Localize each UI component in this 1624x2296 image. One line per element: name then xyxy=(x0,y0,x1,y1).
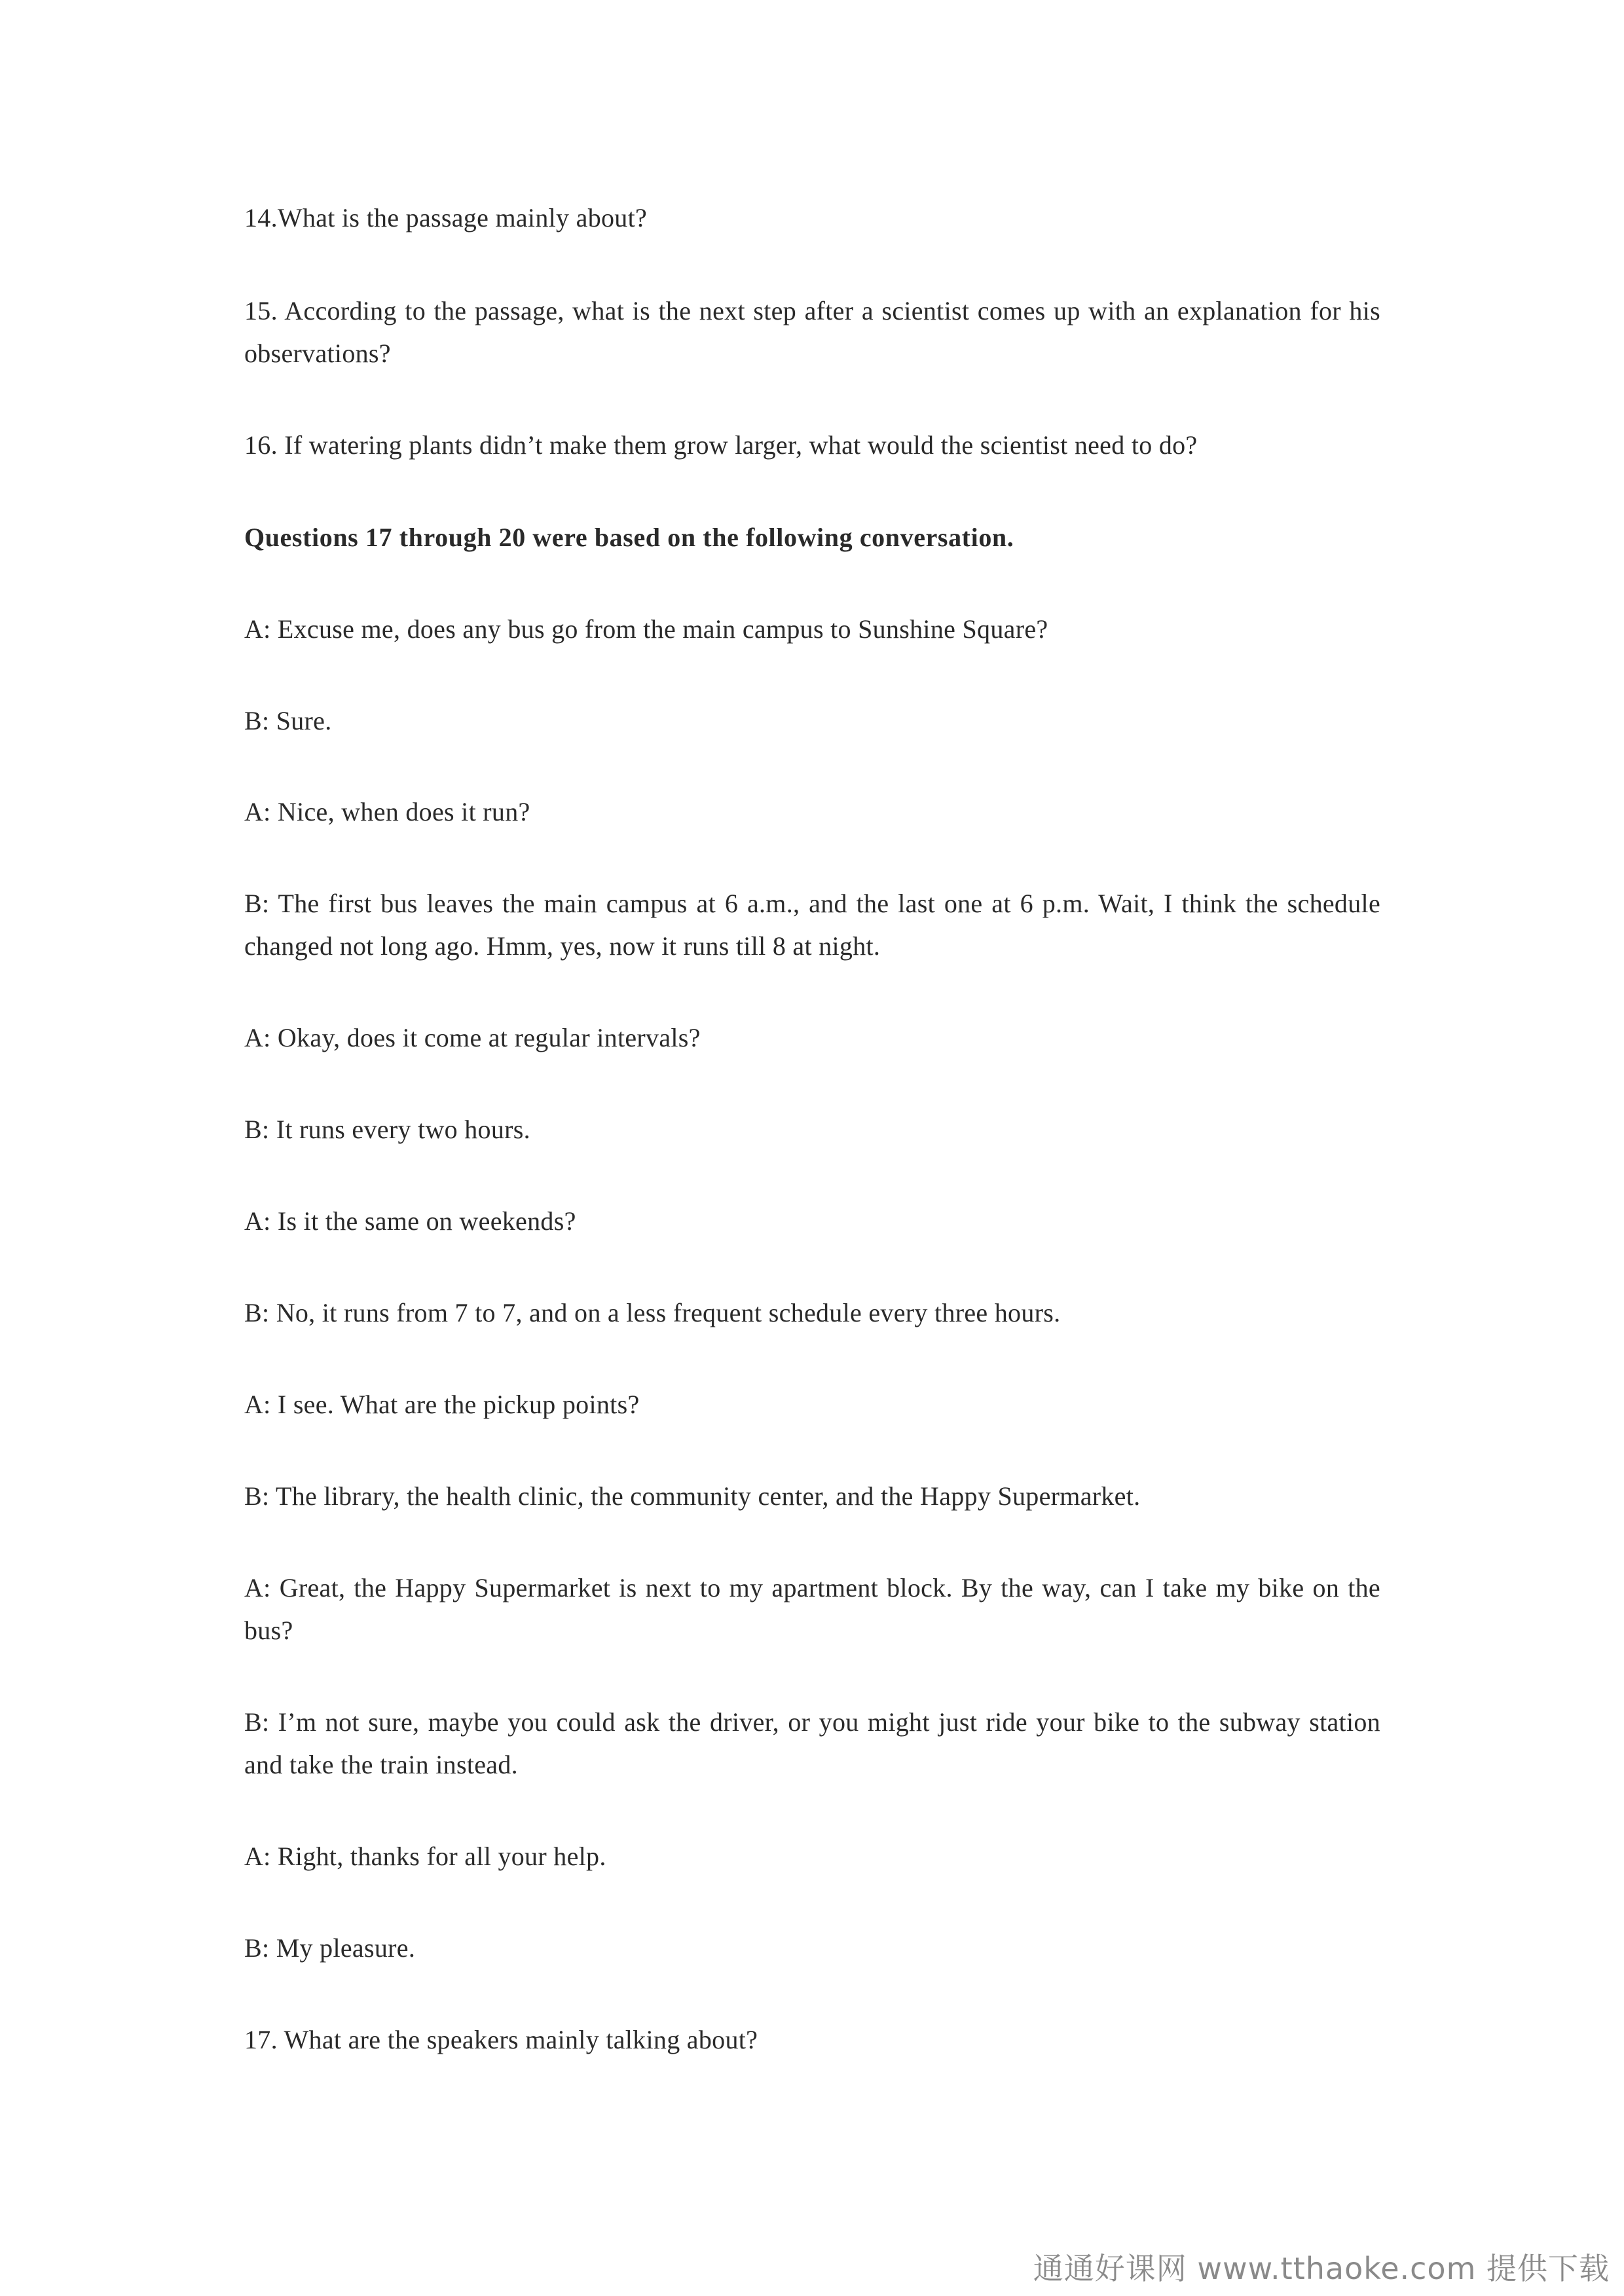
dialogue-line-5: A: Okay, does it come at regular intervals? xyxy=(244,1023,701,1052)
dialogue-line-6: B: It runs every two hours. xyxy=(244,1115,530,1144)
dialogue-line-4: B: The first bus leaves the main campus at 6 a.m., and the last one at 6 p.m. Wait, I think the schedule changed not long ago. Hmm, yes, now it runs till 8 at night. xyxy=(244,889,1380,961)
dialogue-line-11: A: Great, the Happy Supermarket is next to my apartment block. By the way, can I take my bike on the bus? xyxy=(244,1573,1380,1645)
question-14: 14.What is the passage mainly about? xyxy=(244,203,648,232)
document-page xyxy=(244,0,1380,2296)
dialogue-line-12: B: I’m not sure, maybe you could ask the driver, or you might just ride your bike to the subway station and take the train instead. xyxy=(244,1707,1380,1779)
question-16: 16. If watering plants didn’t make them grow larger, what would the scientist need to do? xyxy=(244,430,1198,460)
dialogue-line-2: B: Sure. xyxy=(244,706,332,735)
dialogue-line-10: B: The library, the health clinic, the community center, and the Happy Supermarket. xyxy=(244,1481,1141,1511)
section-heading: Questions 17 through 20 were based on the following conversation. xyxy=(244,523,1014,552)
dialogue-line-14: B: My pleasure. xyxy=(244,1933,416,1963)
dialogue-line-3: A: Nice, when does it run? xyxy=(244,797,530,826)
dialogue-line-13: A: Right, thanks for all your help. xyxy=(244,1842,606,1871)
dialogue-line-7: A: Is it the same on weekends? xyxy=(244,1206,576,1236)
dialogue-line-8: B: No, it runs from 7 to 7, and on a less frequent schedule every three hours. xyxy=(244,1298,1061,1327)
question-15: 15. According to the passage, what is the next step after a scientist comes up with an explanation for his observations? xyxy=(244,296,1380,368)
question-17: 17. What are the speakers mainly talking about? xyxy=(244,2025,758,2054)
dialogue-line-9: A: I see. What are the pickup points? xyxy=(244,1390,640,1419)
dialogue-line-1: A: Excuse me, does any bus go from the main campus to Sunshine Square? xyxy=(244,614,1048,644)
watermark-text: 通通好课网 www.tthaoke.com 提供下载 xyxy=(1033,2251,1610,2286)
